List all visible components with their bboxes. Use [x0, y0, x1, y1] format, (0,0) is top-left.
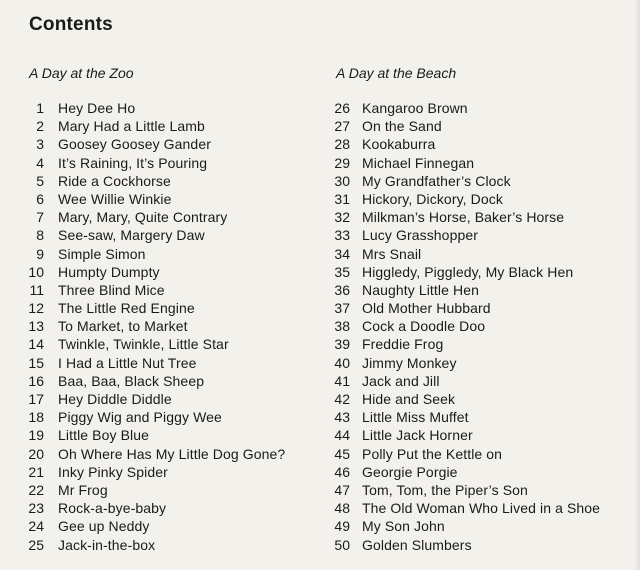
entry-number: 9 [36, 245, 44, 262]
entry-title: Hey Dee Ho [58, 100, 136, 116]
entry-title: Jack-in-the-box [58, 536, 156, 553]
entry-number: 3 [36, 136, 44, 153]
contents-entry [28, 426, 285, 444]
entry-title: Cock a Doodle Doo [362, 318, 486, 335]
contents-entry [332, 481, 600, 499]
entry-number: 38 [334, 318, 350, 335]
entry-number: 5 [36, 172, 44, 189]
entry-number: 31 [334, 190, 350, 207]
entry-number: 49 [334, 518, 350, 535]
contents-entry [28, 281, 285, 299]
entry-title: Mary Had a Little Lamb [58, 118, 205, 135]
entry-number: 1 [36, 100, 44, 116]
entry-number: 18 [28, 409, 44, 426]
entry-title: Baa, Baa, Black Sheep [58, 372, 205, 389]
contents-entry [28, 408, 285, 426]
contents-entry [332, 190, 600, 208]
entry-number: 4 [36, 154, 44, 171]
contents-entry [28, 245, 285, 263]
contents-entry [332, 536, 600, 554]
entry-title: Mrs Snail [362, 245, 422, 262]
entry-number: 19 [28, 427, 44, 444]
entry-number: 21 [28, 463, 44, 480]
entry-title: Polly Put the Kettle on [362, 445, 503, 462]
entry-number: 42 [334, 391, 350, 407]
entry-number: 47 [334, 481, 350, 498]
contents-entry [28, 208, 285, 226]
page-title: Contents [29, 14, 113, 35]
entry-title: The Little Red Engine [58, 300, 195, 317]
entry-title: Little Jack Horner [362, 427, 473, 444]
entry-title: Humpty Dumpty [58, 263, 160, 280]
entry-number: 48 [334, 500, 350, 517]
entry-number: 11 [29, 281, 44, 298]
contents-entry [332, 390, 600, 408]
contents-entry [28, 190, 285, 208]
entry-number: 33 [334, 227, 350, 244]
contents-entry [332, 517, 600, 535]
entry-title: Milkman’s Horse, Baker’s Horse [362, 209, 565, 226]
contents-entry [332, 281, 600, 299]
contents-entry [28, 445, 285, 463]
entry-title: The Old Woman Who Lived in a Shoe [362, 500, 601, 517]
entry-title: Kookaburra [362, 136, 436, 153]
entry-number: 7 [36, 209, 44, 226]
entry-number: 50 [334, 536, 350, 553]
entry-title: Goosey Goosey Gander [58, 136, 211, 153]
entry-title: Old Mother Hubbard [362, 300, 491, 317]
entry-number: 14 [28, 336, 44, 353]
entry-title: Mr Frog [58, 481, 108, 498]
contents-entry [28, 517, 285, 535]
entry-number: 20 [28, 445, 44, 462]
entry-title: Gee up Neddy [58, 518, 150, 535]
contents-entry [28, 172, 285, 190]
entry-title: Georgie Porgie [362, 463, 458, 480]
contents-entry [332, 117, 600, 135]
entry-number: 46 [334, 463, 350, 480]
entry-number: 36 [334, 281, 350, 298]
section-heading-zoo: A Day at the Zoo [29, 65, 134, 81]
entry-number: 39 [334, 336, 350, 353]
contents-entry [332, 317, 600, 335]
entry-number: 28 [334, 136, 350, 153]
entry-title: Freddie Frog [362, 336, 444, 353]
contents-entry [332, 263, 600, 281]
contents-entry [28, 299, 285, 317]
page-edge-shadow [634, 0, 640, 570]
entry-number: 32 [334, 209, 350, 226]
entry-title: Golden Slumbers [362, 536, 472, 553]
entry-number: 25 [28, 536, 44, 553]
contents-entry [28, 536, 285, 554]
entry-number: 43 [334, 409, 350, 426]
contents-entry [332, 226, 600, 244]
contents-entry [332, 172, 600, 190]
contents-entry [332, 463, 600, 481]
entry-title: Jack and Jill [362, 372, 440, 389]
entry-title: Oh Where Has My Little Dog Gone? [58, 445, 286, 462]
entry-number: 37 [334, 300, 350, 317]
section-heading-beach: A Day at the Beach [336, 65, 457, 81]
contents-entry [28, 226, 285, 244]
contents-entry [28, 354, 285, 372]
entry-number: 10 [28, 263, 44, 280]
entry-title: Piggy Wig and Piggy Wee [58, 409, 222, 426]
entry-number: 16 [28, 372, 44, 389]
entry-title: Mary, Mary, Quite Contrary [58, 209, 228, 226]
entry-title: Lucy Grasshopper [362, 227, 478, 244]
entry-title: Little Boy Blue [58, 427, 149, 444]
contents-entry [28, 499, 285, 517]
contents-entry [28, 463, 285, 481]
entry-number: 27 [334, 118, 350, 135]
contents-entry [28, 263, 285, 281]
contents-entry [332, 208, 600, 226]
entry-title: Kangaroo Brown [362, 100, 468, 116]
contents-entry [332, 445, 600, 463]
contents-entry [332, 354, 600, 372]
contents-entry [332, 408, 600, 426]
entry-title: Inky Pinky Spider [58, 463, 168, 480]
entry-title: Simple Simon [58, 245, 146, 262]
entry-title: I Had a Little Nut Tree [58, 354, 197, 371]
entry-number: 8 [36, 227, 44, 244]
entry-title: Wee Willie Winkie [58, 190, 172, 207]
entry-title: It’s Raining, It’s Pouring [58, 154, 208, 171]
entry-title: Rock-a-bye-baby [58, 500, 167, 517]
contents-entry [332, 335, 600, 353]
contents-entry [28, 317, 285, 335]
entry-number: 2 [36, 118, 44, 135]
entry-title: Twinkle, Twinkle, Little Star [58, 336, 229, 353]
contents-entry [332, 499, 600, 517]
contents-entry [28, 372, 285, 390]
contents-list-zoo [28, 99, 285, 554]
entry-number: 23 [28, 500, 44, 517]
entry-number: 12 [28, 300, 44, 317]
entry-number: 30 [334, 172, 350, 189]
entry-number: 41 [334, 372, 350, 389]
contents-entry [28, 117, 285, 135]
entry-title: Hickory, Dickory, Dock [362, 190, 503, 207]
entry-title: My Son John [362, 518, 445, 535]
entry-title: Jimmy Monkey [362, 354, 457, 371]
contents-entry [28, 99, 285, 117]
entry-number: 45 [334, 445, 350, 462]
entry-title: See-saw, Margery Daw [58, 227, 205, 244]
entry-number: 17 [28, 391, 44, 407]
entry-number: 44 [334, 427, 350, 444]
entry-number: 35 [334, 263, 350, 280]
contents-entry [332, 372, 600, 390]
contents-entry [28, 390, 285, 408]
contents-entry [332, 299, 600, 317]
contents-entry [28, 135, 285, 153]
entry-number: 13 [28, 318, 44, 335]
entry-title: To Market, to Market [58, 318, 188, 335]
contents-entry [332, 135, 600, 153]
contents-entry [28, 481, 285, 499]
entry-number: 34 [334, 245, 350, 262]
entry-title: Hey Diddle Diddle [58, 391, 172, 407]
entry-title: Higgledy, Piggledy, My Black Hen [362, 263, 574, 280]
contents-entry [332, 99, 600, 117]
entry-number: 6 [36, 190, 44, 207]
entry-title: Little Miss Muffet [362, 409, 469, 426]
entry-title: Naughty Little Hen [362, 281, 479, 298]
entry-title: Hide and Seek [362, 391, 456, 407]
entry-title: Ride a Cockhorse [58, 172, 171, 189]
entry-number: 26 [334, 100, 350, 116]
entry-title: On the Sand [362, 118, 442, 135]
entry-title: Tom, Tom, the Piper’s Son [362, 481, 528, 498]
entry-number: 40 [334, 354, 350, 371]
entry-number: 24 [28, 518, 44, 535]
contents-entry [332, 426, 600, 444]
entry-number: 15 [28, 354, 44, 371]
contents-entry [332, 154, 600, 172]
contents-entry [332, 245, 600, 263]
entry-title: Michael Finnegan [362, 154, 475, 171]
contents-entry [28, 335, 285, 353]
entry-title: My Grandfather’s Clock [362, 172, 511, 189]
entry-number: 22 [28, 481, 44, 498]
entry-number: 29 [334, 154, 350, 171]
contents-entry [28, 154, 285, 172]
entry-title: Three Blind Mice [58, 281, 165, 298]
contents-list-beach [332, 99, 600, 554]
